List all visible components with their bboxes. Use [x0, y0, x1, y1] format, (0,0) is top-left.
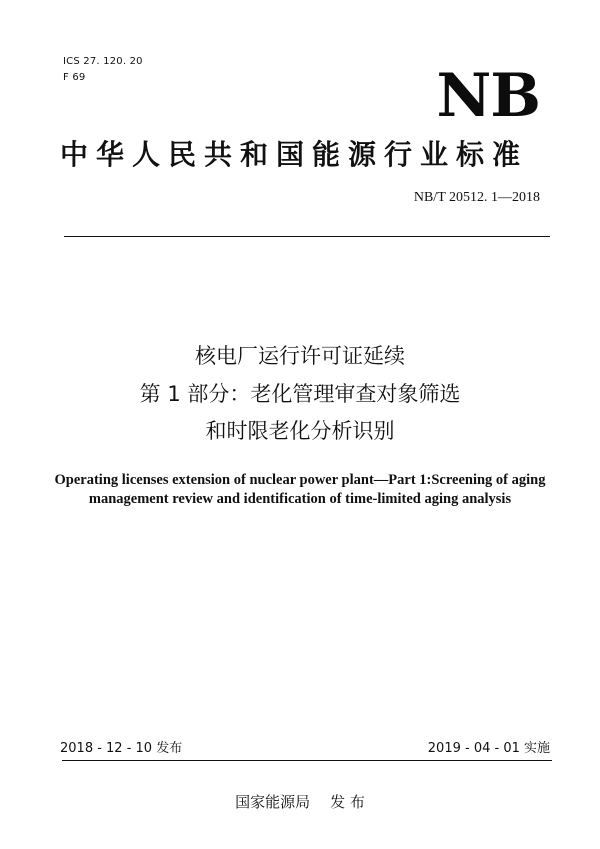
ics-code: ICS 27. 120. 20 — [63, 56, 143, 67]
ccs-code: F 69 — [63, 72, 86, 83]
title-cn-line-2: 第 1 部分：老化管理审查对象筛选 — [139, 382, 461, 406]
header-divider — [64, 236, 550, 237]
title-en-line-2: management review and identification of time-limited aging analysis — [88, 491, 512, 507]
title-cn-line-3: 和时限老化分析识别 — [205, 419, 395, 443]
issue-date: 2018 - 12 - 10 发布 — [60, 741, 183, 756]
title-cn-line-1: 核电厂运行许可证延续 — [195, 344, 405, 368]
nb-logo: NB — [436, 61, 540, 131]
publisher-line — [0, 793, 600, 811]
title-en-line-1: Operating licenses extension of nuclear power plant—Part 1:Screening of aging — [54, 472, 546, 488]
standard-category-name: 中华人民共和国能源行业标准 — [60, 138, 529, 171]
publish-label: 发 布 — [330, 793, 365, 811]
standard-number: NB/T 20512. 1—2018 — [413, 190, 540, 205]
publisher-name: 国家能源局 — [235, 793, 311, 811]
footer-divider — [62, 760, 552, 761]
implementation-date: 2019 - 04 - 01 实施 — [427, 741, 550, 756]
